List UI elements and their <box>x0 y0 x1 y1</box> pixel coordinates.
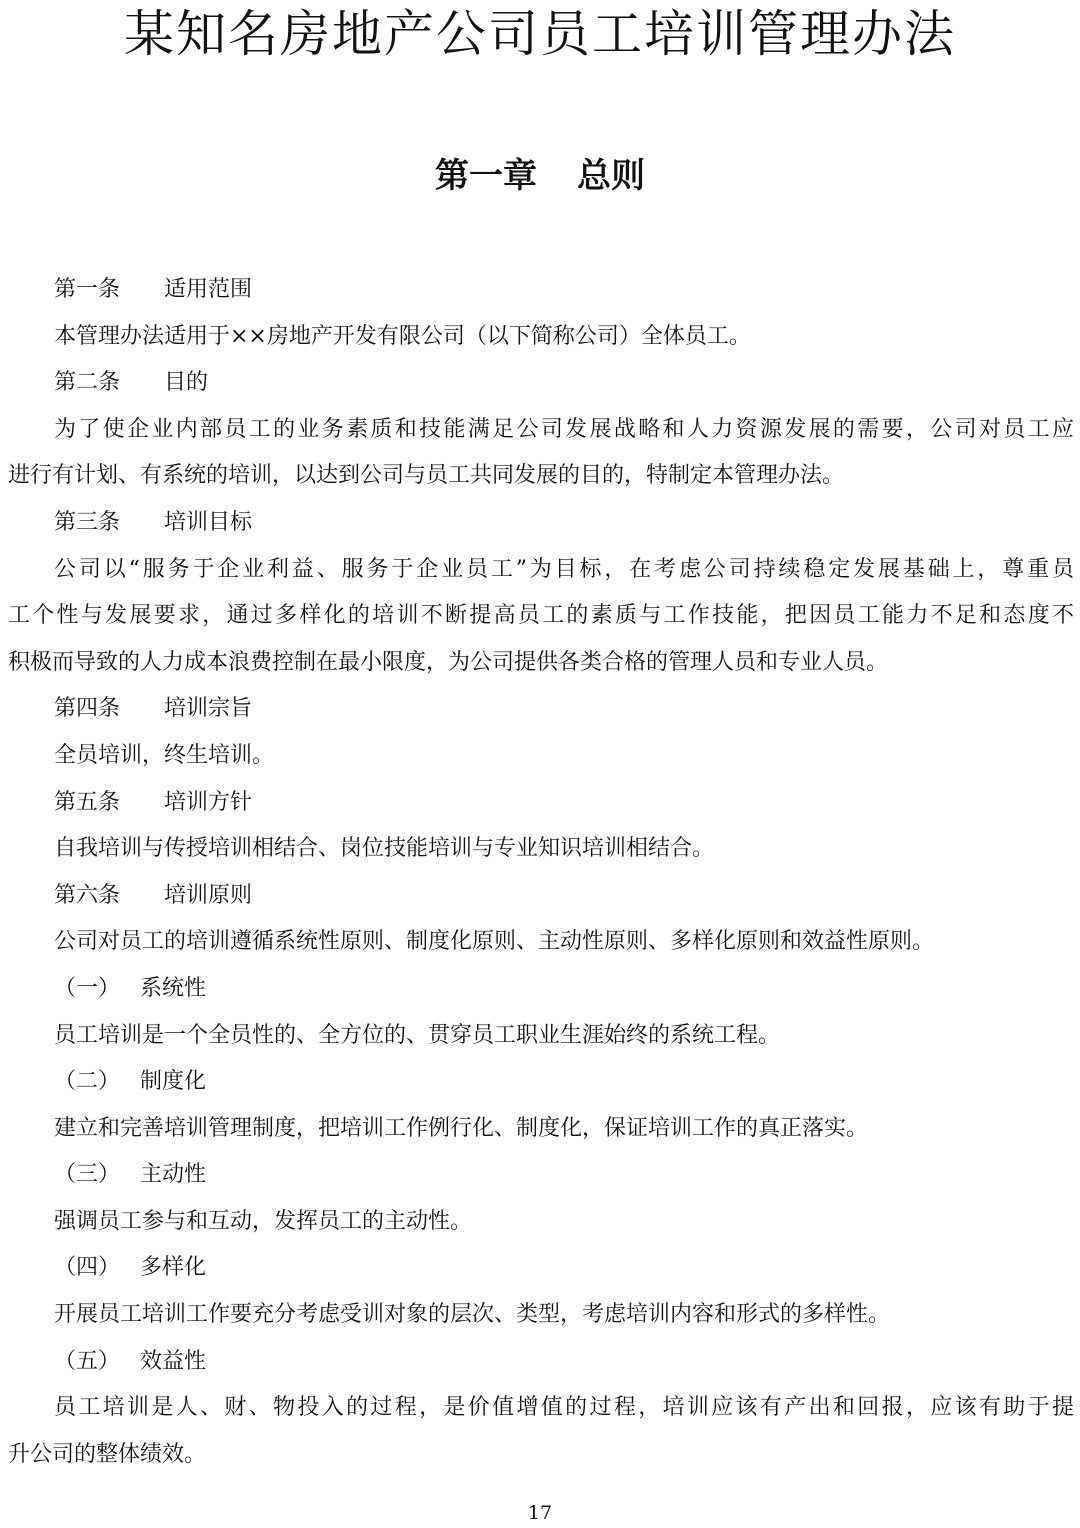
principle-title: 效益性 <box>140 1348 207 1374</box>
article-paragraph-line: 自我培训与传授培训相结合、岗位技能培训与专业知识培训相结合。 <box>54 836 715 862</box>
principle-paragraph-line: 强调员工参与和互动，发挥员工的主动性。 <box>54 1208 473 1234</box>
principle-paragraph-line: 建立和完善培训管理制度，把培训工作例行化、制度化，保证培训工作的真正落实。 <box>54 1115 869 1141</box>
article-paragraph-line: 全员培训，终生培训。 <box>54 742 275 768</box>
principle-heading <box>8 1339 1074 1386</box>
article-title: 培训宗旨 <box>164 696 253 722</box>
principle-number: （四） <box>54 1255 121 1281</box>
article-title: 培训原则 <box>164 882 253 908</box>
principle-number: （一） <box>54 975 121 1001</box>
principle-paragraph-line: 员工培训是人、财、物投入的过程，是价值增值的过程，培训应该有产出和回报，应该有助于提 <box>54 1395 1074 1421</box>
article-title: 目的 <box>164 370 209 396</box>
article-heading <box>8 267 1074 314</box>
article-title: 适用范围 <box>164 277 253 302</box>
chapter-name: 总则 <box>577 156 645 196</box>
article-heading <box>8 873 1074 920</box>
page-number: 17 <box>527 1502 553 1524</box>
chapter-title <box>0 150 1080 202</box>
principle-title: 制度化 <box>140 1069 207 1095</box>
chapter-number: 第一章 <box>435 156 537 196</box>
document-title: 某知名房地产公司员工培训管理办法 <box>124 5 956 63</box>
article-heading <box>8 360 1074 407</box>
principle-paragraph-line: 开展员工培训工作要充分考虑受训对象的层次、类型，考虑培训内容和形式的多样性。 <box>54 1302 891 1328</box>
article-paragraph-line: 为了使企业内部员工的业务素质和技能满足公司发展战略和人力资源发展的需要，公司对员工应 <box>54 416 1074 442</box>
article-heading <box>8 500 1074 547</box>
article-title: 培训目标 <box>164 509 253 535</box>
principle-paragraph-line: 升公司的整体绩效。 <box>8 1441 207 1467</box>
document-body <box>8 267 1074 1478</box>
principle-heading <box>8 1059 1074 1106</box>
article-title: 培训方针 <box>164 789 253 815</box>
article-paragraph-line: 本管理办法适用于××房地产开发有限公司（以下简称公司）全体员工。 <box>54 323 751 349</box>
article-number: 第四条 <box>54 696 121 722</box>
principle-heading <box>8 1245 1074 1292</box>
principle-number: （五） <box>54 1348 121 1374</box>
principle-title: 多样化 <box>140 1255 207 1281</box>
principle-heading <box>8 1152 1074 1199</box>
article-number: 第五条 <box>54 789 121 815</box>
article-heading <box>8 780 1074 827</box>
article-paragraph-line: 进行有计划、有系统的培训，以达到公司与员工共同发展的目的，特制定本管理办法。 <box>8 463 845 489</box>
article-paragraph-line: 积极而导致的人力成本浪费控制在最小限度，为公司提供各类合格的管理人员和专业人员。 <box>8 649 889 675</box>
principle-title: 主动性 <box>140 1162 207 1188</box>
principle-title: 系统性 <box>140 975 207 1001</box>
article-heading <box>8 686 1074 733</box>
article-number: 第二条 <box>54 370 121 396</box>
principle-heading <box>8 966 1074 1013</box>
article-number: 第六条 <box>54 882 121 908</box>
principle-number: （三） <box>54 1162 121 1188</box>
article-paragraph-line: 工个性与发展要求，通过多样化的培训不断提高员工的素质与工作技能，把因员工能力不足和态度不 <box>8 603 1074 629</box>
article-paragraph-line: 公司以“服务于企业利益、服务于企业员工”为目标，在考虑公司持续稳定发展基础上，尊重员 <box>54 556 1074 582</box>
article-number: 第三条 <box>54 509 121 535</box>
article-number: 第一条 <box>54 277 121 302</box>
article-paragraph-line: 公司对员工的培训遵循系统性原则、制度化原则、主动性原则、多样化原则和效益性原则。 <box>54 929 935 955</box>
principle-paragraph-line: 员工培训是一个全员性的、全方位的、贯穿员工职业生涯始终的系统工程。 <box>54 1022 781 1048</box>
principle-number: （二） <box>54 1069 121 1095</box>
